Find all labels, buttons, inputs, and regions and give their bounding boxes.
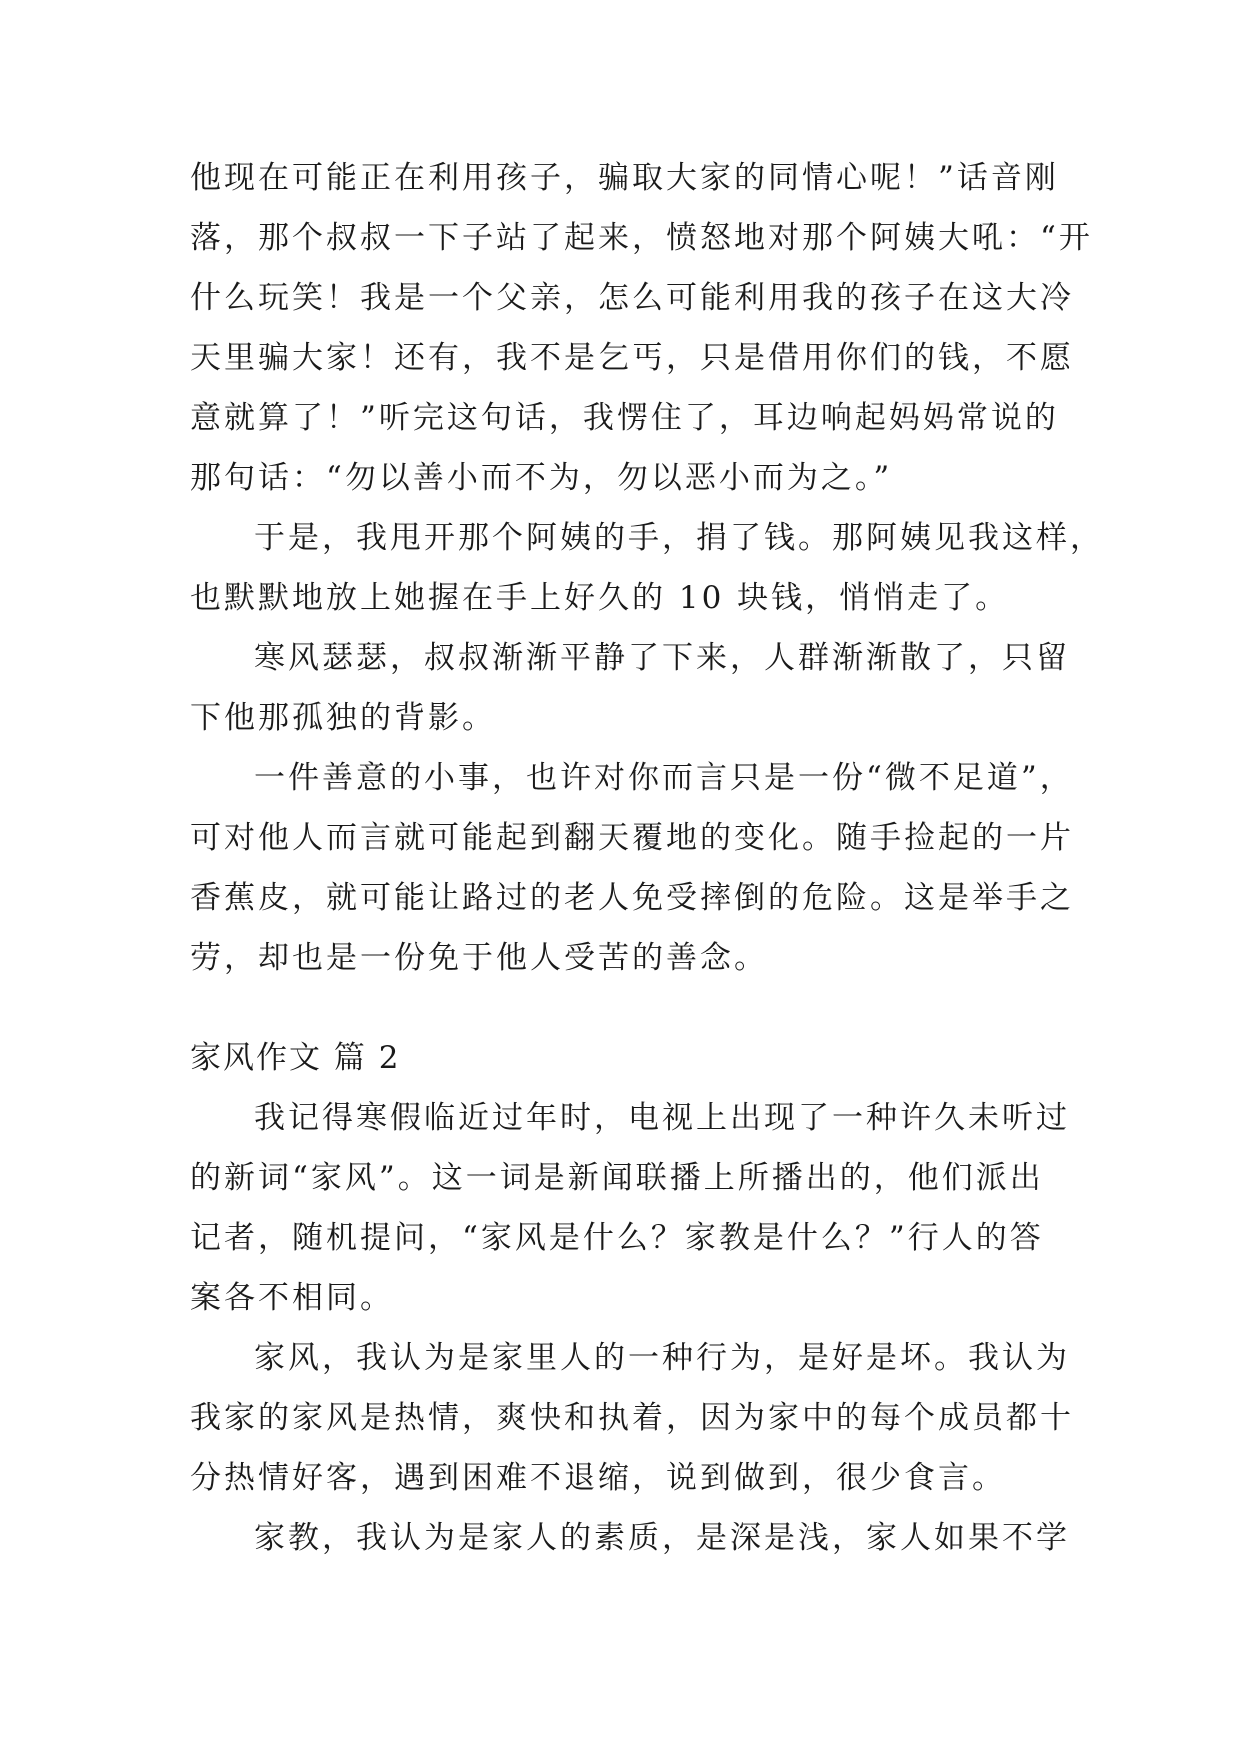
text-line: 案各不相同。: [190, 1280, 394, 1316]
text-line: 于是，我甩开那个阿姨的手，捐了钱。那阿姨见我这样，: [254, 520, 1104, 556]
text-line: 我家的家风是热情，爽快和执着，因为家中的每个成员都十: [190, 1400, 1074, 1436]
text-line: 我记得寒假临近过年时，电视上出现了一种许久未听过: [254, 1100, 1070, 1136]
text-line: 下他那孤独的背影。: [190, 700, 496, 736]
text-line: 家教，我认为是家人的素质，是深是浅，家人如果不学: [254, 1520, 1070, 1556]
text-line: 香蕉皮，就可能让路过的老人免受摔倒的危险。这是举手之: [190, 880, 1074, 916]
text-line: 家风，我认为是家里人的一种行为，是好是坏。我认为: [254, 1340, 1070, 1376]
text-line: 落，那个叔叔一下子站了起来，愤怒地对那个阿姨大吼：“开: [190, 220, 1093, 256]
document-page: [190, 0, 1104, 1754]
text-line: 也默默地放上她握在手上好久的 10 块钱，悄悄走了。: [190, 580, 1010, 616]
text-line: 的新词“家风”。这一词是新闻联播上所播出的，他们派出: [190, 1160, 1044, 1196]
text-line: 那句话：“勿以善小而不为，勿以恶小而为之。”: [190, 460, 893, 496]
text-line: 什么玩笑！我是一个父亲，怎么可能利用我的孩子在这大冷: [190, 280, 1074, 316]
text-line: 寒风瑟瑟，叔叔渐渐平静了下来，人群渐渐散了，只留: [254, 640, 1070, 676]
text-line: 劳，却也是一份免于他人受苦的善念。: [190, 940, 768, 976]
text-line: 分热情好客，遇到困难不退缩，说到做到，很少食言。: [190, 1460, 1006, 1496]
section-heading: 家风作文 篇 2: [190, 1040, 401, 1076]
text-line: 一件善意的小事，也许对你而言只是一份“微不足道”，: [254, 760, 1074, 796]
text-line: 天里骗大家！还有，我不是乞丐，只是借用你们的钱，不愿: [190, 340, 1074, 376]
text-line: 他现在可能正在利用孩子，骗取大家的同情心呢！”话音刚: [190, 160, 1059, 196]
text-line: 可对他人而言就可能起到翻天覆地的变化。随手捡起的一片: [190, 820, 1074, 856]
text-line: 意就算了！”听完这句话，我愣住了，耳边响起妈妈常说的: [190, 400, 1059, 436]
text-line: 记者，随机提问，“家风是什么？家教是什么？”行人的答: [190, 1220, 1044, 1256]
